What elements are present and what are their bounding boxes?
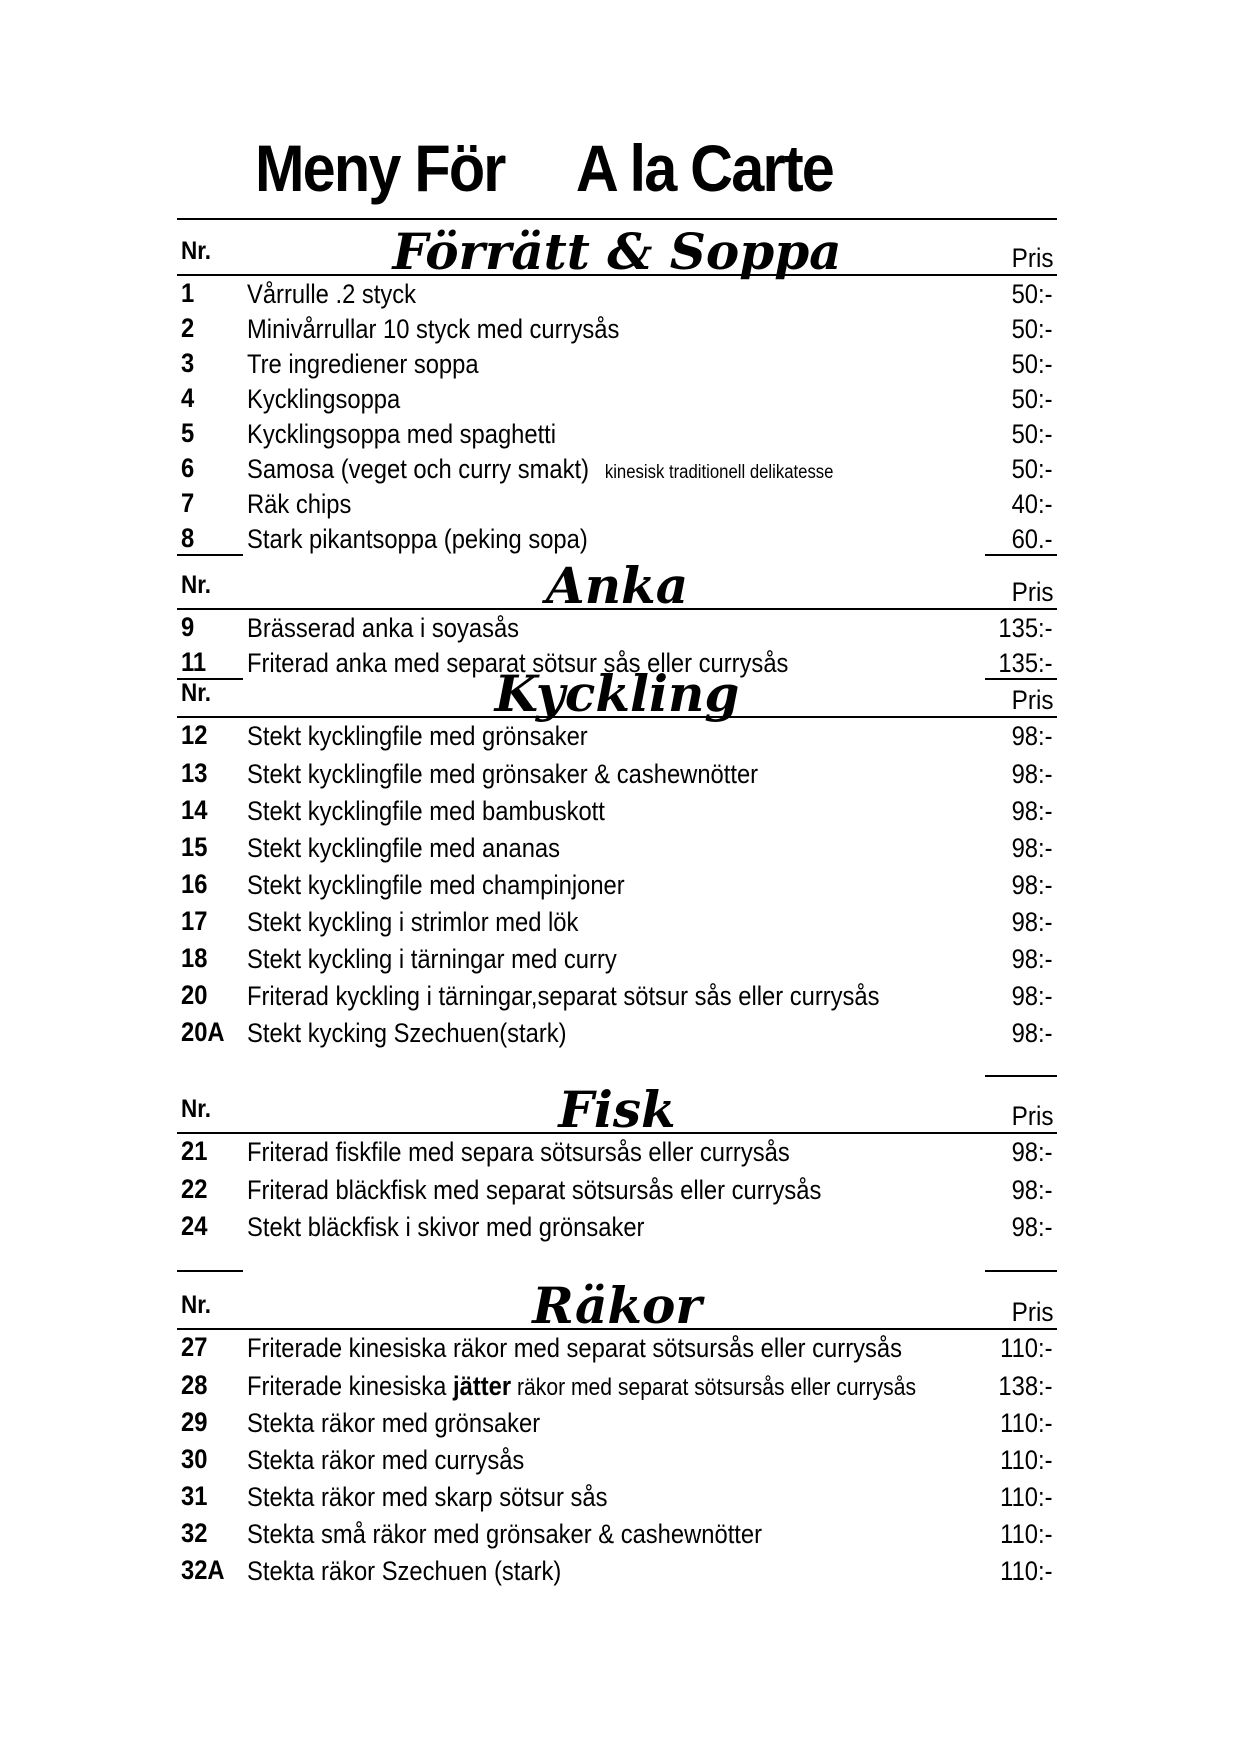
menu-item	[177, 1442, 1057, 1479]
item-price: 110:-	[1000, 1482, 1053, 1512]
section-rakor	[177, 1272, 1057, 1590]
section-forratt	[177, 218, 1057, 556]
section-title: Kyckling	[494, 664, 740, 723]
item-price: 138:-	[998, 1371, 1053, 1401]
item-number: 15	[181, 832, 208, 862]
item-number: 29	[181, 1407, 208, 1437]
menu-item	[177, 1172, 1057, 1209]
item-number: 22	[181, 1174, 208, 1204]
item-price: 110:-	[1000, 1333, 1053, 1363]
menu-item	[177, 276, 1057, 311]
item-price: 98:-	[1012, 796, 1053, 826]
nr-header: Nr.	[181, 1095, 212, 1123]
item-price: 110:-	[1000, 1519, 1053, 1549]
pris-header: Pris	[1011, 685, 1053, 715]
item-price: 110:-	[1000, 1408, 1053, 1438]
item-description: Stekt kycklingfile med ananas	[247, 833, 561, 863]
section-header	[177, 660, 1057, 723]
item-price: 98:-	[1012, 1212, 1053, 1242]
item-price: 50:-	[1012, 349, 1053, 379]
item-number: 32A	[181, 1555, 225, 1585]
item-description-tail: räkor med separat sötsursås eller currysås	[511, 1374, 917, 1401]
menu-item	[177, 793, 1057, 830]
menu-item	[177, 941, 1057, 978]
item-number: 18	[181, 943, 208, 973]
menu-item	[177, 756, 1057, 793]
item-description: Stekt kyckling i strimlor med lök	[247, 907, 579, 937]
item-number: 21	[181, 1136, 208, 1166]
item-number: 27	[181, 1332, 208, 1362]
item-description: Friterad anka med separat sötsur sås eller currysås	[247, 648, 789, 678]
item-description: Stekt kyckling i tärningar med curry	[247, 944, 617, 974]
item-price: 98:-	[1012, 907, 1053, 937]
item-price: 98:-	[1012, 944, 1053, 974]
item-number: 7	[181, 488, 195, 518]
item-number: 3	[181, 348, 195, 378]
item-description: Tre ingrediener soppa	[247, 349, 479, 379]
item-price: 135:-	[998, 613, 1053, 643]
item-description: Friterad bläckfisk med separat sötsursås eller currysås	[247, 1175, 822, 1205]
item-description: Stekt kycklingfile med grönsaker & cashewnötter	[247, 759, 759, 789]
item-price: 50:-	[1012, 314, 1053, 344]
item-description: Brässerad anka i soyasås	[247, 613, 520, 643]
item-description	[247, 1371, 916, 1402]
menu-item	[177, 718, 1057, 756]
item-price: 60.-	[1012, 524, 1053, 554]
item-description: Stekt bläckfisk i skivor med grönsaker	[247, 1212, 645, 1242]
item-description: Stekt kycklingfile med bambuskott	[247, 796, 605, 826]
menu-item	[177, 610, 1057, 645]
section-header	[177, 218, 1057, 281]
section-kyckling	[177, 660, 1057, 1052]
item-description-bold: jätter	[453, 1371, 512, 1401]
item-description: Friterade kinesiska räkor med separat sötsursås eller currysås	[247, 1333, 902, 1363]
item-number: 20	[181, 980, 208, 1010]
item-description: Kycklingsoppa	[247, 384, 401, 414]
section-header	[177, 552, 1057, 615]
item-number: 13	[181, 758, 208, 788]
item-description: Vårrulle .2 styck	[247, 279, 417, 309]
item-number: 31	[181, 1481, 208, 1511]
item-price: 98:-	[1012, 1018, 1053, 1048]
item-description-text: Friterade kinesiska	[247, 1371, 454, 1401]
item-description: Friterad kyckling i tärningar,separat sötsur sås eller currysås	[247, 981, 880, 1011]
item-description: Stekt kycklingfile med grönsaker	[247, 721, 588, 751]
item-price: 135:-	[998, 648, 1053, 678]
pris-header: Pris	[1011, 243, 1053, 273]
item-description: Minivårrullar 10 styck med currysås	[247, 314, 620, 344]
item-price: 50:-	[1012, 454, 1053, 484]
menu-item	[177, 486, 1057, 521]
item-price: 40:-	[1012, 489, 1053, 519]
menu-item	[177, 346, 1057, 381]
item-number: 24	[181, 1211, 208, 1241]
item-price: 50:-	[1012, 279, 1053, 309]
item-number: 28	[181, 1370, 208, 1400]
item-price: 98:-	[1012, 721, 1053, 751]
item-description-text: Samosa (veget och curry smakt)	[247, 454, 590, 484]
menu-item	[177, 1479, 1057, 1516]
item-price: 110:-	[1000, 1556, 1053, 1586]
item-number: 32	[181, 1518, 208, 1548]
item-price: 98:-	[1012, 1175, 1053, 1205]
item-number: 30	[181, 1444, 208, 1474]
item-price: 50:-	[1012, 419, 1053, 449]
item-number: 11	[181, 647, 207, 677]
item-price: 98:-	[1012, 870, 1053, 900]
menu-item	[177, 521, 1057, 556]
pris-header: Pris	[1011, 1297, 1053, 1327]
menu-item	[177, 1330, 1057, 1368]
pris-header: Pris	[1011, 1101, 1053, 1131]
item-description: Stekta räkor Szechuen (stark)	[247, 1556, 562, 1586]
item-description: Kycklingsoppa med spaghetti	[247, 419, 557, 449]
section-title: Fisk	[558, 1080, 676, 1139]
item-price: 98:-	[1012, 981, 1053, 1011]
menu-item	[177, 867, 1057, 904]
item-description: Stekta små räkor med grönsaker & cashewnötter	[247, 1519, 763, 1549]
item-price: 98:-	[1012, 1137, 1053, 1167]
section-title: Anka	[545, 556, 689, 615]
item-description: Stekta räkor med skarp sötsur sås	[247, 1482, 608, 1512]
item-description: Stekt kycklingfile med champinjoner	[247, 870, 625, 900]
item-number: 6	[181, 453, 195, 483]
menu-item	[177, 1209, 1057, 1246]
menu-item	[177, 978, 1057, 1015]
item-number: 16	[181, 869, 208, 899]
item-description: Stekt kycking Szechuen(stark)	[247, 1018, 567, 1048]
item-number: 2	[181, 313, 195, 343]
item-number: 12	[181, 720, 208, 750]
item-number: 1	[181, 278, 195, 308]
section-title: Räkor	[532, 1276, 702, 1335]
item-number: 4	[181, 383, 195, 413]
item-number: 9	[181, 612, 195, 642]
menu-item	[177, 311, 1057, 346]
nr-header: Nr.	[181, 1291, 212, 1319]
menu-item	[177, 416, 1057, 451]
item-price: 50:-	[1012, 384, 1053, 414]
item-number: 14	[181, 795, 208, 825]
menu-item	[177, 1015, 1057, 1052]
menu-item	[177, 1405, 1057, 1442]
menu-item	[177, 1368, 1057, 1405]
nr-header: Nr.	[181, 679, 212, 707]
item-number: 20A	[181, 1017, 225, 1047]
menu-item	[177, 1553, 1057, 1590]
item-number: 8	[181, 523, 195, 553]
item-note: kinesisk traditionell delikatesse	[604, 462, 834, 483]
item-description	[247, 454, 833, 485]
section-title: Förrätt & Soppa	[392, 222, 842, 281]
menu-item	[177, 1516, 1057, 1553]
section-header	[177, 1272, 1057, 1335]
item-price: 110:-	[1000, 1445, 1053, 1475]
menu-item	[177, 904, 1057, 941]
item-price: 98:-	[1012, 759, 1053, 789]
item-description: Stekta räkor med currysås	[247, 1445, 525, 1475]
menu-item	[177, 1134, 1057, 1172]
item-description: Räk chips	[247, 489, 352, 519]
section-fisk	[177, 1076, 1057, 1246]
item-number: 5	[181, 418, 195, 448]
item-description: Friterad fiskfile med separa sötsursås eller currysås	[247, 1137, 790, 1167]
item-price: 98:-	[1012, 833, 1053, 863]
pris-header: Pris	[1011, 577, 1053, 607]
menu-item	[177, 451, 1057, 486]
menu-item	[177, 830, 1057, 867]
nr-header: Nr.	[181, 571, 212, 599]
menu-title: Meny För A la Carte	[255, 131, 834, 205]
section-header	[177, 1076, 1057, 1139]
nr-header: Nr.	[181, 237, 212, 265]
menu-item	[177, 381, 1057, 416]
item-description: Stark pikantsoppa (peking sopa)	[247, 524, 588, 554]
item-description: Stekta räkor med grönsaker	[247, 1408, 541, 1438]
item-number: 17	[181, 906, 208, 936]
